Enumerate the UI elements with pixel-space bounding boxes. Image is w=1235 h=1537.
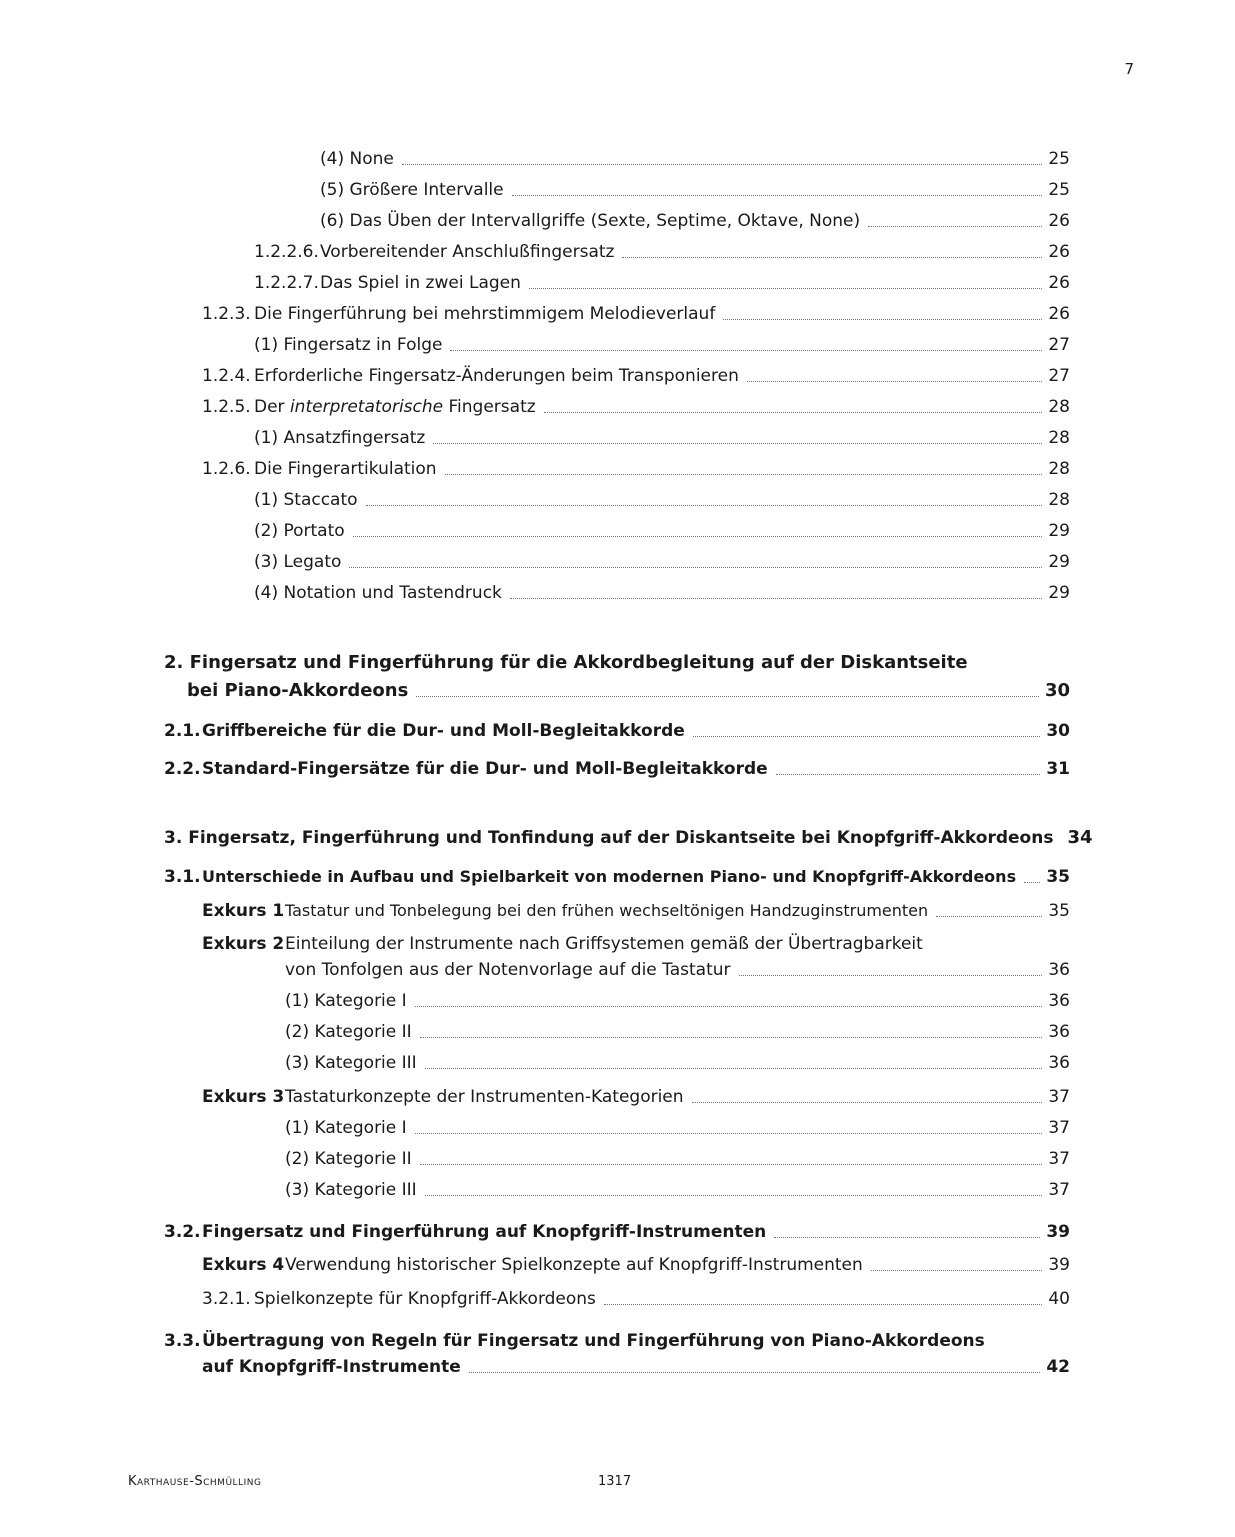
toc-entry (202, 458, 1070, 480)
toc-entry-title: 3. Fingersatz, Fingerführung und Tonfindung auf der Diskantseite bei Knopfgriff-Akkordeons (164, 828, 1054, 848)
toc-entry-number: 1.2.4. (202, 366, 251, 386)
toc-entry-number: Exkurs 2 (202, 934, 285, 954)
toc-entry (254, 582, 1070, 604)
toc-entry-page: 26 (1048, 242, 1070, 262)
toc-entry-number: 2.1. (164, 721, 201, 741)
toc-entry-title: Das Spiel in zwei Lagen (320, 273, 521, 293)
toc-entry (254, 520, 1070, 542)
toc-entry (202, 1254, 1070, 1276)
toc-entry (285, 1117, 1070, 1139)
toc-entry-title: (1) Fingersatz in Folge (254, 335, 443, 355)
toc-entry-page: 26 (1048, 273, 1070, 293)
toc-entry-page: 25 (1048, 149, 1070, 169)
toc-entry-title: Standard-Fingersätze für die Dur- und Moll-Begleitakkorde (202, 759, 768, 779)
toc-entry-page: 29 (1048, 552, 1070, 572)
leader-dots (433, 442, 1042, 444)
toc-entry-page: 42 (1046, 1357, 1070, 1377)
toc-entry (202, 303, 1070, 325)
toc-entry (164, 827, 1093, 849)
leader-dots (450, 349, 1042, 351)
toc-entry-page: 37 (1048, 1087, 1070, 1107)
toc-entry-title: Unterschiede in Aufbau und Spielbarkeit von modernen Piano- und Knopfgriff-Akkordeons (202, 867, 1017, 886)
leader-dots (425, 1067, 1042, 1069)
toc-entry-title: (1) Kategorie I (285, 991, 407, 1011)
toc-entry (164, 758, 1070, 780)
toc-entry-title: Tastaturkonzepte der Instrumenten-Kategorien (285, 1087, 684, 1107)
toc-entry-number: 3.2.1. (202, 1289, 251, 1309)
toc-entry-title: (3) Legato (254, 552, 342, 572)
toc-entry-title: bei Piano-Akkordeons (187, 680, 409, 701)
toc-entry-page: 39 (1048, 1255, 1070, 1275)
toc-entry-page: 39 (1046, 1222, 1070, 1242)
toc-entry-title: (3) Kategorie III (285, 1180, 417, 1200)
leader-dots (871, 1269, 1042, 1271)
leader-dots (512, 194, 1042, 196)
toc-entry (164, 720, 1070, 742)
toc-entry-title-line: Einteilung der Instrumente nach Griffsystemen gemäß der Übertragbarkeit (285, 934, 923, 954)
toc-entry-page: 35 (1046, 867, 1070, 887)
footer-code: 1317 (598, 1474, 632, 1489)
toc-entry-page: 35 (1048, 901, 1070, 921)
toc-entry-page: 28 (1048, 397, 1070, 417)
toc-entry-number: 3.1. (164, 867, 201, 887)
page-number: 7 (1124, 60, 1134, 78)
toc-entry (164, 1221, 1070, 1243)
toc-entry-number: 1.2.3. (202, 304, 251, 324)
toc-entry-number: Exkurs 4 (202, 1255, 285, 1275)
leader-dots (445, 473, 1042, 475)
toc-entry-page: 40 (1048, 1289, 1070, 1309)
toc-entry (254, 334, 1070, 356)
toc-entry-title: (5) Größere Intervalle (320, 180, 504, 200)
toc-entry-page: 34 (1067, 827, 1093, 848)
toc-entry-title: Der interpretatorische Fingersatz (254, 397, 536, 417)
toc-entry (285, 1052, 1070, 1074)
toc-entry-title: (3) Kategorie III (285, 1053, 417, 1073)
leader-dots (604, 1303, 1042, 1305)
footer-author: Karthause-Schmülling (128, 1474, 262, 1489)
toc-entry-title: (2) Kategorie II (285, 1022, 412, 1042)
toc-entry-title: (1) Kategorie I (285, 1118, 407, 1138)
toc-entry (285, 1021, 1070, 1043)
toc-entry-number: 2.2. (164, 759, 201, 779)
toc-entry (164, 866, 1070, 888)
leader-dots (723, 318, 1042, 320)
toc-entry-page: 28 (1048, 459, 1070, 479)
toc-entry-page: 26 (1048, 211, 1070, 231)
toc-entry-title: (1) Ansatzfingersatz (254, 428, 426, 448)
toc-entry (320, 210, 1070, 232)
toc-entry-page: 29 (1048, 521, 1070, 541)
toc-entry-title: Die Fingerartikulation (254, 459, 437, 479)
leader-dots (415, 1005, 1042, 1007)
toc-entry-title: Griffbereiche für die Dur- und Moll-Begleitakkorde (202, 721, 685, 741)
italic-term: interpretatorische (289, 397, 444, 417)
toc-entry-page: 37 (1048, 1180, 1070, 1200)
toc-entry-page: 28 (1048, 428, 1070, 448)
toc-entry-title: (2) Portato (254, 521, 345, 541)
toc-entry-title: von Tonfolgen aus der Notenvorlage auf die Tastatur (285, 960, 731, 980)
leader-dots (544, 411, 1042, 413)
leader-dots (529, 287, 1042, 289)
toc-entry (285, 1179, 1070, 1201)
leader-dots (692, 1101, 1042, 1103)
toc-entry (202, 1356, 1070, 1378)
toc-entry (202, 900, 1070, 922)
toc-entry-page: 27 (1048, 335, 1070, 355)
leader-dots (353, 535, 1042, 537)
leader-dots (868, 225, 1042, 227)
toc-entry-title: (6) Das Üben der Intervallgriffe (Sexte, Septime, Oktave, None) (320, 211, 861, 231)
toc-entry-page: 30 (1044, 680, 1070, 701)
toc-entry (254, 551, 1070, 573)
toc-entry (202, 396, 1070, 418)
toc-entry-page: 37 (1048, 1118, 1070, 1138)
toc-entry-number: 1.2.2.6. (254, 242, 319, 262)
toc-entry-title: Fingersatz und Fingerführung auf Knopfgriff-Instrumenten (202, 1222, 767, 1242)
leader-dots (416, 695, 1039, 697)
toc-entry-title: (4) Notation und Tastendruck (254, 583, 502, 603)
leader-dots (510, 597, 1042, 599)
toc-entry-number: Exkurs 3 (202, 1087, 285, 1107)
toc-entry-page: 28 (1048, 490, 1070, 510)
toc-entry-number: 3.2. (164, 1222, 201, 1242)
leader-dots (420, 1036, 1042, 1038)
toc-entry (202, 365, 1070, 387)
leader-dots (774, 1236, 1040, 1238)
toc-entry-page: 29 (1048, 583, 1070, 603)
toc-entry-page: 36 (1048, 960, 1070, 980)
toc-entry-page: 31 (1046, 759, 1070, 779)
leader-dots (739, 974, 1042, 976)
leader-dots (366, 504, 1042, 506)
toc-entry-title: Verwendung historischer Spielkonzepte auf Knopfgriff-Instrumenten (285, 1255, 863, 1275)
leader-dots (622, 256, 1042, 258)
toc-entry (187, 680, 1070, 702)
toc-entry (320, 179, 1070, 201)
toc-entry-page: 36 (1048, 1053, 1070, 1073)
toc-entry-title: (2) Kategorie II (285, 1149, 412, 1169)
toc-entry-number: 1.2.5. (202, 397, 251, 417)
leader-dots (402, 163, 1042, 165)
toc-entry-page: 37 (1048, 1149, 1070, 1169)
leader-dots (1024, 881, 1040, 883)
leader-dots (420, 1163, 1042, 1165)
leader-dots (776, 773, 1041, 775)
leader-dots (415, 1132, 1042, 1134)
toc-entry-number: 1.2.2.7. (254, 273, 319, 293)
toc-entry-title: (4) None (320, 149, 394, 169)
chapter-heading-line: 2. Fingersatz und Fingerführung für die Akkordbegleitung auf der Diskantseite (164, 652, 968, 673)
toc-entry (254, 489, 1070, 511)
toc-entry-page: 36 (1048, 991, 1070, 1011)
toc-entry (202, 1086, 1070, 1108)
leader-dots (349, 566, 1042, 568)
toc-entry-page: 36 (1048, 1022, 1070, 1042)
toc-entry (285, 959, 1070, 981)
toc-entry-page: 30 (1046, 721, 1070, 741)
toc-entry-title: Erforderliche Fingersatz-Änderungen beim Transponieren (254, 366, 739, 386)
toc-entry-title: (1) Staccato (254, 490, 358, 510)
leader-dots (469, 1371, 1041, 1373)
toc-entry-number: 1.2.6. (202, 459, 251, 479)
toc-entry-title: Spielkonzepte für Knopfgriff-Akkordeons (254, 1289, 596, 1309)
toc-entry-page: 27 (1048, 366, 1070, 386)
toc-entry-title: Tastatur und Tonbelegung bei den frühen wechseltönigen Handzuginstrumenten (285, 901, 929, 920)
toc-entry-title-line: Übertragung von Regeln für Fingersatz und Fingerführung von Piano-Akkordeons (202, 1331, 985, 1351)
toc-entry-page: 26 (1048, 304, 1070, 324)
toc-entry (254, 427, 1070, 449)
toc-entry (202, 1288, 1070, 1310)
toc-entry (285, 1148, 1070, 1170)
toc-entry-number: Exkurs 1 (202, 901, 285, 921)
toc-entry-number: 3.3. (164, 1331, 201, 1351)
toc-entry-page: 25 (1048, 180, 1070, 200)
toc-entry-title: auf Knopfgriff-Instrumente (202, 1357, 461, 1377)
toc-entry-title: Vorbereitender Anschlußfingersatz (320, 242, 615, 262)
toc-entry (254, 241, 1070, 263)
leader-dots (693, 735, 1041, 737)
leader-dots (425, 1194, 1042, 1196)
toc-entry (285, 990, 1070, 1012)
toc-entry (254, 272, 1070, 294)
toc-entry-title: Die Fingerführung bei mehrstimmigem Melodieverlauf (254, 304, 716, 324)
leader-dots (936, 915, 1042, 917)
toc-entry (320, 148, 1070, 170)
leader-dots (747, 380, 1042, 382)
